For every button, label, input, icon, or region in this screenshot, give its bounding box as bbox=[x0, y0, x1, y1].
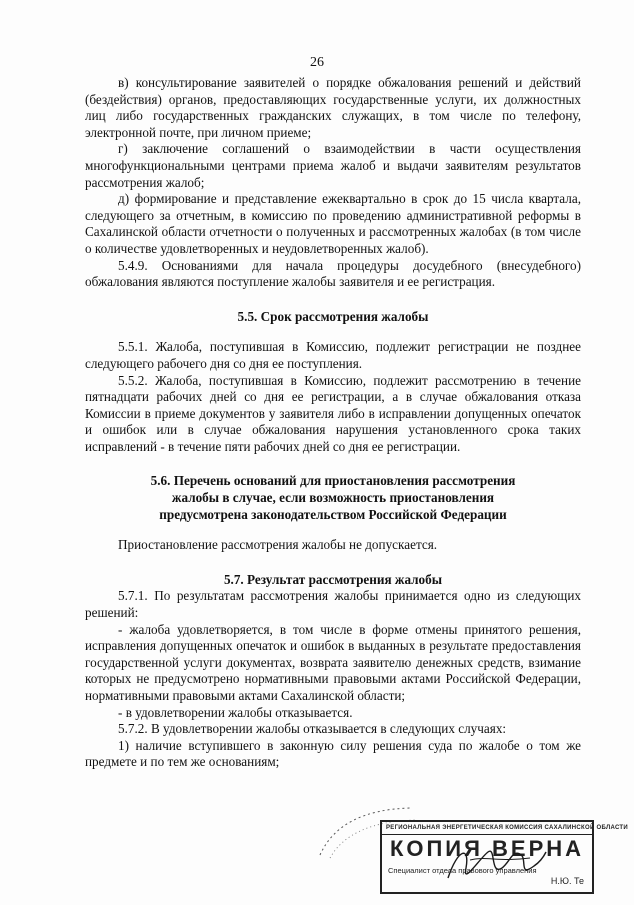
paragraph: 5.5.2. Жалоба, поступившая в Комиссию, подлежит рассмотрению в течение пятнадцати рабочих дней со дня ее регистрации, а в случае обжалования отказа Комиссии в приеме документов у заявителя либо в исправлении допущенных опечаток и ошибок или в случае обжалования нарушения установленного срока таких исправлений - в течение пяти рабочих дней со дня ее регистрации. bbox=[85, 372, 581, 454]
handwritten-signature bbox=[440, 838, 550, 888]
stamp-title: КОПИЯ ВЕРНА bbox=[389, 836, 585, 861]
document-body bbox=[85, 75, 581, 771]
paragraph: Приостановление рассмотрения жалобы не допускается. bbox=[118, 537, 438, 553]
page-number: 26 bbox=[310, 55, 324, 70]
paragraph: 1) наличие вступившего в законную силу решения суда по жалобе о том же предмете и по тем же основаниям; bbox=[85, 737, 581, 770]
stamp-organization: РЕГИОНАЛЬНАЯ ЭНЕРГЕТИЧЕСКАЯ КОМИССИЯ САХАЛИНСКОЙ ОБЛАСТИ bbox=[382, 822, 592, 835]
stamp-name: Н.Ю. Те bbox=[550, 876, 584, 886]
heading-line: 5.6. Перечень оснований для приостановления рассмотрения bbox=[150, 473, 516, 489]
paragraph: в) консультирование заявителей о порядке обжалования решений и действий (бездействия) органов, предоставляющих государственные услуги, их должностных лиц либо государственных гражданских служащих, в том числе по телефону, электронной почте, при личном приеме; bbox=[85, 75, 581, 140]
heading-line: жалобы в случае, если возможность приостановления bbox=[171, 490, 495, 506]
stamp-position: Специалист отдела правового управления bbox=[388, 866, 537, 875]
paragraph: 5.7.2. В удовлетворении жалобы отказывается в следующих случаях: bbox=[118, 721, 507, 737]
paragraph: 5.5.1. Жалоба, поступившая в Комиссию, подлежит регистрации не позднее следующего рабочего дня со дня ее поступления. bbox=[85, 339, 581, 371]
paragraph: - в удовлетворении жалобы отказывается. bbox=[118, 704, 353, 720]
paragraph: 5.4.9. Основаниями для начала процедуры досудебного (внесудебного) обжалования являются поступление жалобы заявителя и ее регистрация. bbox=[85, 257, 581, 290]
section-heading-5-7: 5.7. Результат рассмотрения жалобы bbox=[223, 571, 443, 587]
paragraph: 5.7.1. По результатам рассмотрения жалобы принимается одно из следующих решений: bbox=[85, 588, 581, 621]
paragraph: д) формирование и представление ежеквартально в срок до 15 числа квартала, следующего за отчетным, в комиссию по проведению административной реформы в Сахалинской области отчетности о полученных и рассмотренных жалобах (в том числе о количестве удовлетворенных и неудовлетворенных жалоб). bbox=[85, 191, 581, 256]
heading-line: предусмотрена законодательством Российской Федерации bbox=[159, 506, 507, 522]
paragraph: г) заключение соглашений о взаимодействии в части осуществления многофункциональными центрами приема жалоб и выдачи заявителям результатов рассмотрения жалоб; bbox=[85, 141, 581, 190]
section-heading-5-6 bbox=[85, 473, 581, 523]
paragraph: - жалоба удовлетворяется, в том числе в форме отмены принятого решения, исправления допущенных опечаток и ошибок в выданных в результате предоставления государственной услуги документах, возврата заявителю денежных средств, взимание которых не предусмотрено нормативными правовыми актами Российской Федерации, нормативными правовыми актами Сахалинской области; bbox=[85, 621, 581, 703]
section-heading-5-5: 5.5. Срок рассмотрения жалобы bbox=[237, 308, 429, 324]
